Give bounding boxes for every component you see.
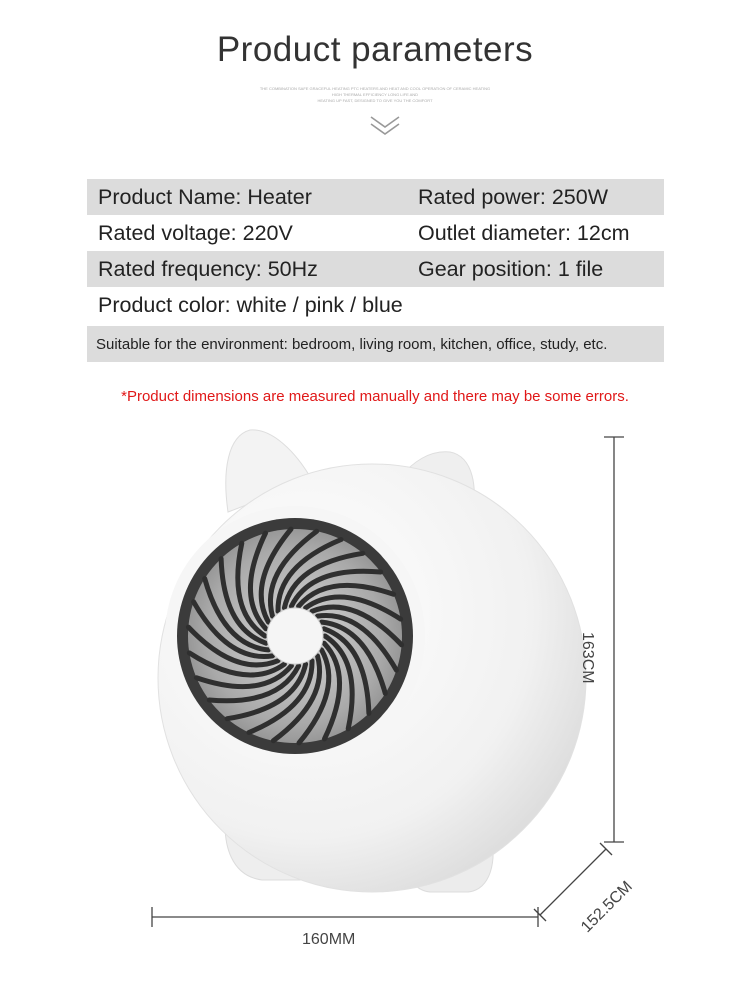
parameter-cell: Gear position: 1 file [418,256,604,281]
heater-hub [267,608,323,664]
parameter-cell: Product Name: Heater [98,184,312,209]
parameter-cell: Rated power: 250W [418,184,609,209]
subtitle-line: HEATING UP FAST, DESIGNED TO GIVE YOU THE COMFORT [317,98,433,103]
parameter-cell: Product color: white / pink / blue [98,292,403,317]
width-label: 160MM [302,931,356,948]
subtitle-line: HIGH THERMAL EFFICIENCY LONG LIFE AND [331,92,419,97]
height-label: 163CM [579,632,596,684]
parameter-cell: Rated frequency: 50Hz [98,256,318,281]
depth-label: 152.5CM [578,878,636,937]
environment-text: Suitable for the environment: bedroom, living room, kitchen, office, study, etc. [96,335,608,353]
page-title: Product parameters [216,30,534,69]
measurement-note: *Product dimensions are measured manually and there may be some errors. [121,388,629,405]
parameter-cell: Outlet diameter: 12cm [418,220,630,245]
parameter-cell: Rated voltage: 220V [98,220,293,245]
subtitle-line: THE COMBINATION SAFE GRACEFUL HEATING PTC HEATERS AND HEAT AND COOL OPERATION OF CERAMIC HEATING [259,86,491,91]
